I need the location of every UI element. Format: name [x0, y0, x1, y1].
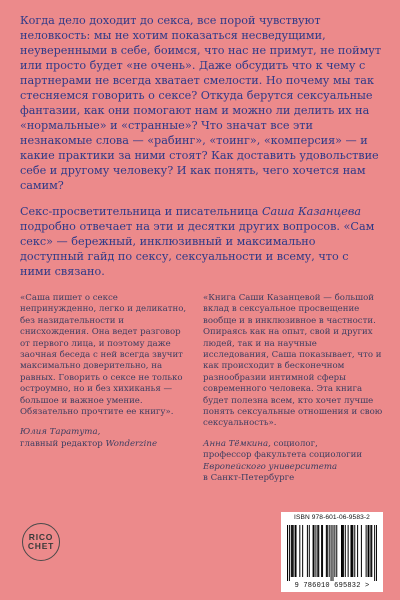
barcode-bar: [348, 525, 349, 577]
intro-paragraph-1: Когда дело доходит до секса, все порой чувствуют неловкость: мы не хотим показаться несведущими, неуверенными в себе, боимся, что нас не примут, не поймут или просто будет «не очень». Даже обсудить что к чему с партнерами не всегда хватает смелости. Но почему мы так стесняемся говорить о сексе? Откуда берутся сексуальные фантазии, как они помогают нам и можно ли делить их на «нормальные» и «странные»? Что значат все эти незнакомые слова — «рабинг», «тоинг», «комперсия» — и какие практики за ними стоят? Как доставить удовольствие себе и другому человеку? И как понять, чего хочется нам самим?: [20, 14, 382, 192]
quote-left-signature: [20, 427, 188, 450]
author-name: Саша Казанцева: [261, 205, 362, 218]
barcode-bar: [332, 525, 333, 581]
quote-right-role-3: в Санкт-Петербурге: [203, 473, 295, 484]
quote-right: [203, 293, 383, 485]
barcode-bar: [354, 525, 355, 577]
barcode-bar: [329, 525, 330, 577]
quote-right-role-2: профессор факультета социологии: [203, 450, 363, 461]
barcode-bar: [299, 525, 300, 577]
barcode-bar: [321, 525, 322, 577]
barcode-bar: [327, 525, 328, 577]
barcode-bar: [374, 525, 375, 581]
barcode-bar: [357, 525, 358, 577]
intro-paragraph-2: [20, 204, 382, 279]
barcode-bar: [351, 525, 352, 577]
barcode-bar: [376, 525, 377, 581]
barcode-bar: [361, 525, 362, 577]
quote-left-text: «Саша пишет о сексе непринужденно, легко и деликатно, без назидательности и снисхождения. Она ведет разговор от первого лица, и поэтому даже заочная беседа с ней всегда звучит максимально доверительно, на равных. Говорить о сексе не только остроумно, но и без хихиканья — большое и важное умение. Обязательно прочтите ее книгу».: [20, 293, 187, 418]
quote-right-signature: [203, 439, 383, 485]
quote-left-name: Юлия Таратута,: [20, 427, 101, 438]
barcode-bar: [345, 525, 346, 577]
barcode-bar: [289, 525, 290, 581]
barcode-bar: [315, 525, 316, 577]
barcode-bar: [326, 525, 327, 577]
quote-right-name: Анна Тёмкина,: [203, 438, 271, 449]
intro-text: [20, 13, 382, 279]
barcode-bar: [370, 525, 371, 577]
barcode-bar: [295, 525, 296, 577]
barcode-bar: [291, 525, 292, 577]
barcode-bar: [307, 525, 308, 577]
quote-left-role-italic: Wonderzine: [105, 438, 158, 449]
publisher-logo: [22, 523, 60, 561]
barcode-bar: [318, 525, 319, 577]
barcode-bar: [287, 525, 288, 581]
barcode-bar: [341, 525, 342, 577]
intro-paragraph-2-start: Секс-просветительница и писательница: [20, 205, 262, 218]
barcode-icon: [287, 525, 377, 581]
barcode-bar: [314, 525, 315, 577]
barcode-bar: [309, 525, 310, 577]
barcode-bar: [368, 525, 369, 577]
barcode-bar: [296, 525, 297, 577]
barcode-bar: [317, 525, 318, 577]
barcode-suffix: >: [365, 582, 370, 590]
barcode-bar: [331, 525, 332, 581]
quote-left: [20, 293, 188, 450]
barcode-bar: [334, 525, 335, 577]
quote-right-role-italic: Европейского университета: [203, 461, 338, 472]
barcode-block: [281, 512, 383, 592]
quote-right-role-1: социолог,: [273, 438, 318, 449]
intro-paragraph-2-end: подробно отвечает на эти и десятки других вопросов. «Сам секс» — бережный, инклюзивный и максимально доступный гайд по сексу, сексуальности и всему, что с ними связано.: [20, 220, 375, 278]
barcode-bar: [302, 525, 303, 577]
barcode-bar: [322, 525, 323, 577]
isbn-label: ISBN 978-601-06-9583-2: [294, 514, 370, 521]
barcode-bar: [293, 525, 294, 577]
barcode-digits-text: 9 786010 695832: [294, 582, 361, 590]
barcode-bar: [336, 525, 337, 577]
barcode-bar: [342, 525, 343, 577]
barcode-digits: [281, 582, 383, 590]
barcode-bar: [350, 525, 351, 577]
barcode-bar: [366, 525, 367, 577]
quote-left-role: главный редактор: [20, 438, 106, 449]
logo-line-2: CHET: [27, 541, 55, 551]
barcode-bar: [371, 525, 372, 577]
barcode-bar: [343, 525, 344, 577]
barcode-bar: [292, 525, 293, 577]
barcode-bar: [352, 525, 353, 577]
barcode-bar: [313, 525, 314, 577]
quote-right-text: «Книга Саши Казанцевой — большой вклад в сексуальное просвещение вообще и в инклюзивное в частности. Опираясь как на опыт, свой и других людей, так и на научные исследования, Саша показывает, что и как происходит в бесконечном разнообразии интимной сферы современного человека. Эта книга будет полезна всем, кто хочет лучше понять сексуальные отношения и свою сексуальность».: [203, 293, 383, 429]
barcode-bar: [368, 525, 369, 577]
logo-line-1: RICO: [28, 532, 54, 542]
